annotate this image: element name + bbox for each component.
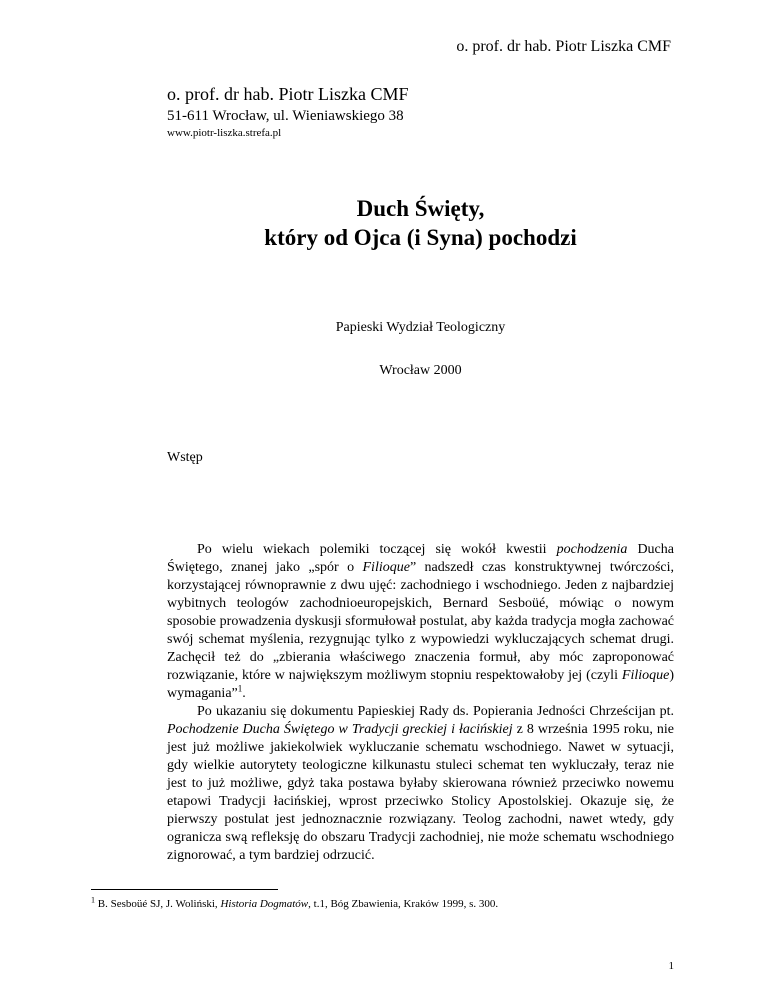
text-run: ) wymagania” bbox=[167, 668, 674, 701]
place-year: Wrocław 2000 bbox=[379, 363, 462, 378]
text-run: B. Sesboüé SJ, J. Woliński, bbox=[95, 898, 221, 910]
italic-run: Filioque bbox=[362, 560, 410, 575]
footnote-divider bbox=[91, 889, 278, 890]
italic-run: Historia Dogmatów bbox=[220, 898, 309, 910]
text-run: Po wielu wiekach polemiki toczącej się wokół kwestii bbox=[197, 542, 557, 557]
faculty-name: Papieski Wydział Teologiczny bbox=[335, 320, 506, 335]
section-heading: Wstęp bbox=[167, 450, 203, 465]
italic-run: pochodzenia bbox=[556, 542, 628, 557]
footnote-mark: 1 bbox=[91, 895, 95, 905]
document-title bbox=[167, 194, 674, 252]
text-run: , t.1, Bóg Zbawienia, Kraków 1999, s. 300. bbox=[308, 898, 499, 910]
italic-run: Pochodzenie Ducha Świętego w Tradycji greckiej i łacińskiej bbox=[167, 722, 513, 737]
text-run: Po ukazaniu się dokumentu Papieskiej Rady ds. Popierania Jedności Chrześcijan pt. bbox=[197, 704, 674, 719]
italic-run: Filioque bbox=[621, 668, 670, 683]
body-text bbox=[167, 541, 674, 865]
page-number: 1 bbox=[668, 960, 674, 972]
text-run: ” nadszedł czas konstruktywnej twórczości, korzystającej równoprawnie z dwu ujęć: zachodniego i wschodniego. Jeden z najbardziej wybitnych teologów zachodnioeuropejskich, Bernard Sesboüé, mówiąc o nowym sposobie prowadzenia dyskusji sformułował postulat, aby każda tradycja mogła zachować swój schemat myślenia, rezygnując tylko z wypowiedzi wykluczających schemat drugi. Zachęcił też do „zbierania właściwego znaczenia formuł, aby móc zaproponować rozwiązanie, które w największym możliwym stopniu respektowałoby jej (czyli bbox=[167, 560, 675, 683]
text-run: z 8 września 1995 roku, nie jest już możliwe jakiekolwiek wykluczanie schematu wschodniego. Nawet w sytuacji, gdy wielkie autorytety teologiczne kilkunastu stuleci schemat ten wykluczały, teraz nie jest to już możliwe, gdyż taka postawa byłaby skierowana również przeciwko nowemu etapowi Tradycji łacińskiej, wprost przeciwko Stolicy Apostolskiej. Okazuje się, że pierwszy postulat jest jednoznacznie rozwiązany. Teolog zachodni, nawet wtedy, gdy ogranicza swą refleksję do obszaru Tradycji zachodniej, nie może schematu wschodniego zignorować, a tym bardziej odrzucić. bbox=[167, 722, 675, 863]
author-name: o. prof. dr hab. Piotr Liszka CMF bbox=[167, 84, 409, 104]
footnote bbox=[91, 897, 681, 911]
text-run: . bbox=[242, 686, 246, 701]
title-line-1: Duch Święty, bbox=[356, 196, 485, 221]
author-block bbox=[167, 84, 408, 140]
footnote-reference[interactable]: 1 bbox=[237, 683, 243, 694]
paragraph-2 bbox=[167, 703, 674, 865]
title-line-2: który od Ojca (i Syna) pochodzi bbox=[264, 225, 577, 250]
text-run: Ducha Świętego, znanej jako „spór o bbox=[167, 542, 674, 575]
author-website: www.piotr-liszka.strefa.pl bbox=[167, 127, 282, 139]
author-address: 51-611 Wrocław, ul. Wieniawskiego 38 bbox=[167, 108, 404, 124]
paragraph-1 bbox=[167, 541, 674, 703]
running-header: o. prof. dr hab. Piotr Liszka CMF bbox=[456, 38, 671, 55]
